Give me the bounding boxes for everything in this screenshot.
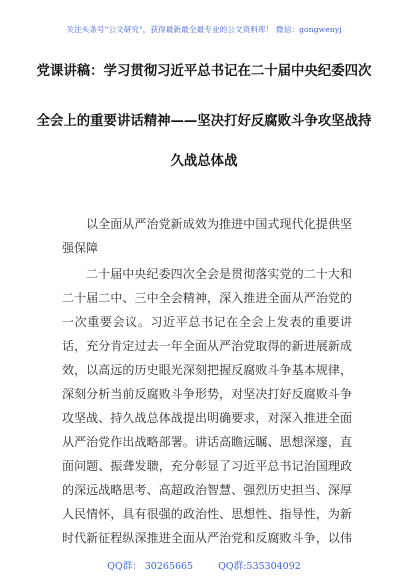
promo-banner: 关注头条号"公文研究"，获得最新最全最专业的公文资料库！ 微信：gongwenyj (66, 25, 342, 34)
document-title-line-2: 全会上的重要讲话精神——坚决打好反腐败斗争攻坚战持 (36, 114, 372, 129)
body-paragraph-1: 以全面从严治党新成效为推进中国式现代化提供坚强保障 (62, 217, 352, 255)
footer-contact (0, 558, 408, 572)
footer-qq-group-2: QQ群:535304092 (218, 561, 301, 572)
document-title-line-3: 久战总体战 (170, 154, 238, 169)
footer-qq-group-1: QQ群： 30265665 (107, 561, 194, 572)
body-paragraph-2: 二十届中央纪委四次全会是贯彻落实党的二十大和二十届二中、三中全会精神，深入推进全面从严治党的一次重要会议。习近平总书记在全会上发表的重要讲话，充分肯定过去一年全面从严治党取得的新进展新成效，以高远的历史眼光深刻把握反腐败斗争基本规律，深刻分析当前反腐败斗争形势，对坚决打好反腐败斗争攻坚战、持久战总体战提出明确要求，对深入推进全面从严治党作出战略部署。讲话高瞻远瞩、思想深邃，直面问题、振聋发聩，充分彰显了习近平总书记治国理政的深远战略思考、高超政治智慧、强烈历史担当、深厚人民情怀，具有很强的政治性、思想性、指导性，为新时代新征程纵深推进全面从严治党和反腐败斗争，以伟 (62, 267, 352, 545)
document-title-line-1: 党课讲稿：学习贯彻习近平总书记在二十届中央纪委四次 (36, 64, 372, 79)
